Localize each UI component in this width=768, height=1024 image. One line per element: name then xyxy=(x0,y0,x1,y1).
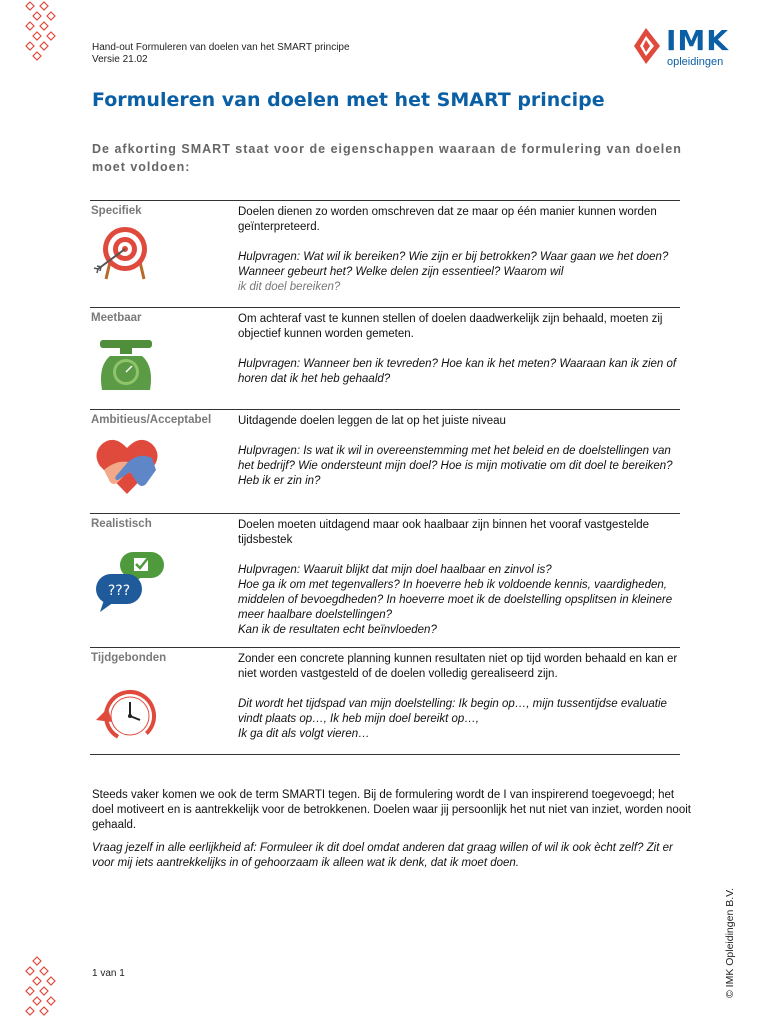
row-questions xyxy=(238,250,680,295)
row-description: Uitdagende doelen leggen de lat op het juiste niveau xyxy=(238,415,506,427)
copyright-text: © IMK Opleidingen B.V. xyxy=(724,887,736,998)
imk-logo-mark-icon xyxy=(632,26,662,66)
smart-row-specifiek xyxy=(90,201,680,308)
imk-logo xyxy=(632,24,742,68)
document-header xyxy=(92,42,350,66)
row-label: Specifiek xyxy=(91,205,142,217)
intro-text: De afkorting SMART staat voor de eigenschappen waaraan de formulering van doelen moet voldoen: xyxy=(92,142,682,174)
scale-icon xyxy=(96,336,156,392)
logo-subtitle: opleidingen xyxy=(667,56,724,68)
target-icon xyxy=(92,225,158,281)
questions-tail: ik dit doel bereiken? xyxy=(238,281,341,293)
page-title: Formuleren van doelen met het SMART principe xyxy=(92,89,605,111)
handshake-icon xyxy=(94,436,160,496)
row-label: Ambitieus/Acceptabel xyxy=(91,414,212,426)
row-body xyxy=(238,514,680,638)
chat-bubbles-icon xyxy=(94,550,170,612)
smart-row-tijdgebonden xyxy=(90,648,680,755)
row-body xyxy=(238,308,680,387)
questions-line: Dit wordt het tijdspad van mijn doelstelling: Ik begin op…, mijn tussentijdse evaluatie vindt plaats op…, Ik heb mijn doel bereikt op…, xyxy=(238,698,667,725)
logo-name: IMK xyxy=(666,24,729,57)
row-label: Meetbaar xyxy=(91,312,142,324)
decorative-diamond-pattern-bottom xyxy=(22,955,62,1024)
smart-row-realistisch xyxy=(90,514,680,648)
smarti-paragraph: Steeds vaker komen we ook de term SMARTI tegen. Bij de formulering wordt de I van inspirerend toegevoegd; het doel motiveert en is aantrekkelijk voor de betrokkenen. Doelen waar jij persoonlijk het nut niet van inziet, worden nooit gehaald. xyxy=(92,789,691,831)
row-description: Doelen dienen zo worden omschreven dat ze maar op één manier kunnen worden geïnterpreteerd. xyxy=(238,206,657,233)
questions-line: Hoe ga ik om met tegenvallers? In hoeverre heb ik voldoende kennis, vaardigheden, middelen of bevoegdheden? In hoeverre moet ik de doelstelling opsplitsen in kleinere meer haalbare doelstellingen? xyxy=(238,579,673,621)
row-questions xyxy=(238,697,680,742)
page-number: 1 van 1 xyxy=(92,968,125,979)
row-body xyxy=(238,201,680,295)
clock-icon xyxy=(92,686,160,746)
smart-row-meetbaar xyxy=(90,308,680,410)
row-description: Om achteraf vast te kunnen stellen of doelen daadwerkelijk zijn behaald, moeten zij objectief kunnen worden gemeten. xyxy=(238,313,663,340)
row-body xyxy=(238,410,680,489)
questions-line: Hulpvragen: Waaruit blijkt dat mijn doel haalbaar en zinvol is? xyxy=(238,564,552,576)
smart-table xyxy=(90,200,680,755)
decorative-diamond-pattern xyxy=(22,0,62,70)
header-version: Versie 21.02 xyxy=(92,54,148,65)
row-questions: Hulpvragen: Is wat ik wil in overeenstemming met het beleid en de doelstellingen van het bedrijf? Wie ondersteunt mijn doel? Hoe is mijn motivatie om dit doel te bereiken? Heb ik er zin in? xyxy=(238,445,673,487)
header-doc-title: Hand-out Formuleren van doelen van het SMART principe xyxy=(92,42,350,53)
row-label: Tijdgebonden xyxy=(91,652,167,664)
question-marks-glyph: ??? xyxy=(107,583,131,599)
row-questions xyxy=(238,563,680,638)
row-description: Doelen moeten uitdagend maar ook haalbaar zijn binnen het vooraf vastgestelde tijdsbestek xyxy=(238,519,650,546)
smarti-section xyxy=(92,788,692,879)
row-body xyxy=(238,648,680,742)
questions-text: Hulpvragen: Wat wil ik bereiken? Wie zijn er bij betrokken? Waar gaan we het doen? Wanneer gebeurt het? Welke delen zijn essentieel? Waarom wil xyxy=(238,251,669,278)
questions-line: Ik ga dit als volgt vieren… xyxy=(238,728,370,740)
row-description: Zonder een concrete planning kunnen resultaten niet op tijd worden behaald en kan er niet worden vastgesteld of de doelen volledig gerealiseerd zijn. xyxy=(238,653,678,680)
row-label: Realistisch xyxy=(91,518,152,530)
row-questions: Hulpvragen: Wanneer ben ik tevreden? Hoe kan ik het meten? Waaraan kan ik zien of horen dat ik het heb gehaald? xyxy=(238,358,677,385)
smarti-question: Vraag jezelf in alle eerlijkheid af: Formuleer ik dit doel omdat anderen dat graag willen of wil ik ook ècht zelf? Zit er voor mij iets aantrekkelijks in of gehoorzaam ik alleen wat ik denk, dat ik moet doen. xyxy=(92,842,673,869)
questions-line: Kan ik de resultaten echt beïnvloeden? xyxy=(238,624,437,636)
smart-row-ambitieus xyxy=(90,410,680,514)
